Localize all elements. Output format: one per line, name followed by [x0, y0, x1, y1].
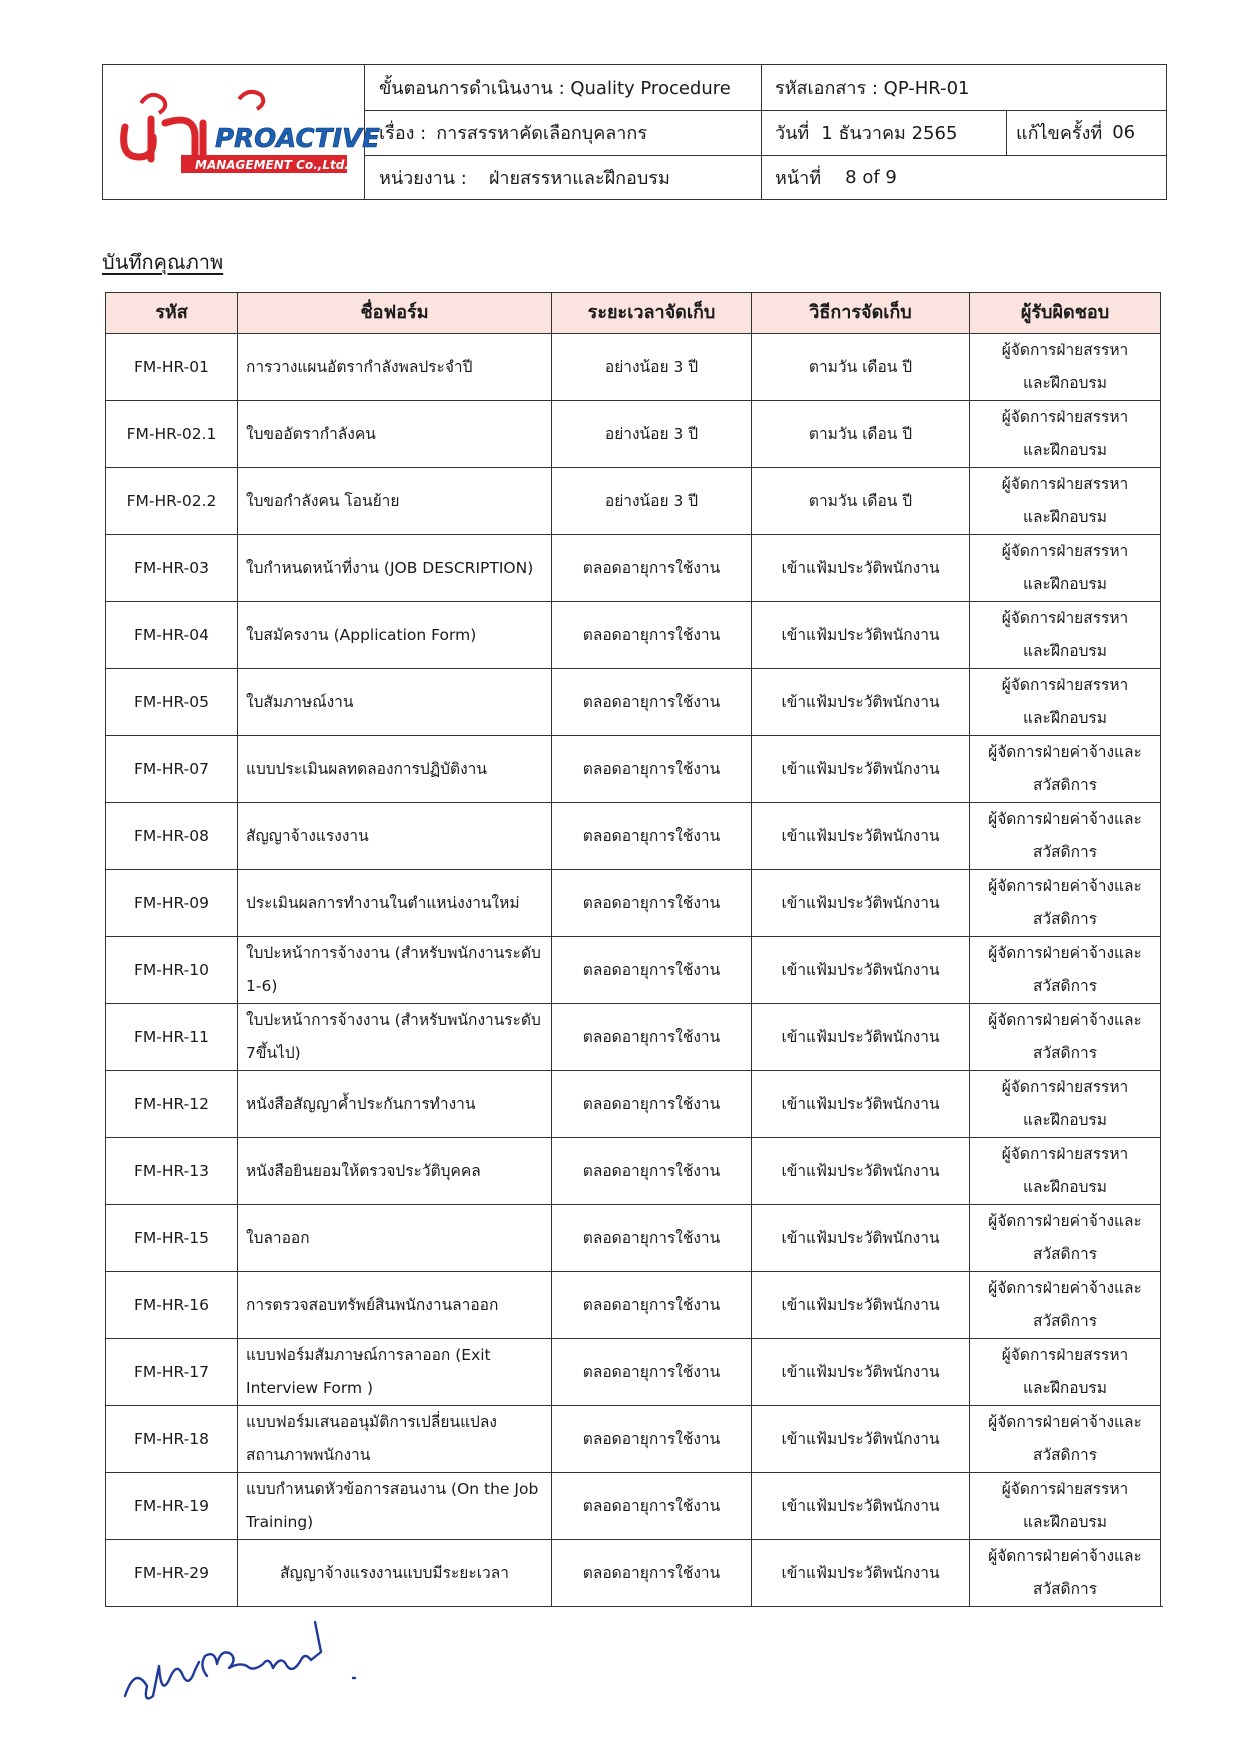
cell-code: FM-HR-02.2	[106, 468, 238, 535]
owner-line: ผู้จัดการฝ่ายสรรหา	[1001, 1078, 1129, 1096]
owner-line: สวัสดิการ	[1032, 1312, 1098, 1330]
form-name-line: ใบกำหนดหน้าที่งาน (JOB DESCRIPTION)	[246, 558, 534, 577]
cell-owner	[970, 669, 1161, 736]
owner-line: ผู้จัดการฝ่ายสรรหา	[1001, 475, 1129, 493]
form-name-line: ใบลาออก	[246, 1228, 310, 1247]
cell-form-name	[238, 1138, 552, 1205]
owner-line: สวัสดิการ	[1032, 1580, 1098, 1598]
cell-retention: อย่างน้อย 3 ปี	[552, 334, 752, 401]
table-row	[106, 468, 1161, 535]
cell-owner	[970, 803, 1161, 870]
form-name-line: 7ขึ้นไป)	[246, 1044, 301, 1062]
cell-retention: ตลอดอายุการใช้งาน	[552, 937, 752, 1004]
owner-line: และฝึกอบรม	[1023, 1379, 1107, 1397]
cell-owner	[970, 1540, 1161, 1607]
table-row	[106, 1473, 1161, 1540]
owner-line: สวัสดิการ	[1032, 910, 1098, 928]
department-value: ฝ่ายสรรหาและฝึกอบรม	[488, 167, 670, 189]
logo-text: PROACTIVE	[215, 124, 380, 154]
cell-form-name	[238, 401, 552, 468]
cell-code: FM-HR-13	[106, 1138, 238, 1205]
cell-method: เข้าแฟ้มประวัติพนักงาน	[752, 937, 970, 1004]
owner-line: และฝึกอบรม	[1023, 374, 1107, 392]
cell-code: FM-HR-15	[106, 1205, 238, 1272]
cell-method: เข้าแฟ้มประวัติพนักงาน	[752, 736, 970, 803]
cell-retention: ตลอดอายุการใช้งาน	[552, 1540, 752, 1607]
cell-code: FM-HR-01	[106, 334, 238, 401]
owner-line: ผู้จัดการฝ่ายค่าจ้างและ	[988, 1413, 1142, 1431]
cell-retention: ตลอดอายุการใช้งาน	[552, 535, 752, 602]
table-row	[106, 1071, 1161, 1138]
cell-form-name	[238, 1339, 552, 1406]
cell-form-name	[238, 535, 552, 602]
owner-line: ผู้จัดการฝ่ายค่าจ้างและ	[988, 1279, 1142, 1297]
table-row	[106, 669, 1161, 736]
form-name-line: หนังสือสัญญาค้ำประกันการทำงาน	[246, 1094, 476, 1113]
page-value: 8 of 9	[845, 166, 897, 188]
document-header	[102, 64, 1167, 200]
table-row	[106, 1138, 1161, 1205]
cell-form-name	[238, 1071, 552, 1138]
date-value: 1 ธันวาคม 2565	[821, 123, 958, 144]
cell-code: FM-HR-29	[106, 1540, 238, 1607]
date-row	[761, 110, 1006, 155]
cell-method: เข้าแฟ้มประวัติพนักงาน	[752, 1004, 970, 1071]
owner-line: สวัสดิการ	[1032, 1245, 1098, 1263]
form-name-line: การวางแผนอัตรากำลังพลประจำปี	[246, 357, 473, 376]
cell-code: FM-HR-12	[106, 1071, 238, 1138]
owner-line: ผู้จัดการฝ่ายค่าจ้างและ	[988, 1011, 1142, 1029]
subject-label: เรื่อง :	[379, 123, 427, 144]
owner-line: และฝึกอบรม	[1023, 575, 1107, 593]
owner-line: และฝึกอบรม	[1023, 709, 1107, 727]
subject-row	[365, 110, 761, 155]
cell-method: เข้าแฟ้มประวัติพนักงาน	[752, 1272, 970, 1339]
owner-line: และฝึกอบรม	[1023, 1513, 1107, 1531]
cell-owner	[970, 401, 1161, 468]
cell-retention: ตลอดอายุการใช้งาน	[552, 1004, 752, 1071]
owner-line: และฝึกอบรม	[1023, 508, 1107, 526]
cell-form-name	[238, 334, 552, 401]
document-code: รหัสเอกสาร : QP-HR-01	[775, 78, 970, 99]
cell-method: เข้าแฟ้มประวัติพนักงาน	[752, 535, 970, 602]
owner-line: ผู้จัดการฝ่ายสรรหา	[1001, 1480, 1129, 1498]
table-row	[106, 535, 1161, 602]
cell-retention: ตลอดอายุการใช้งาน	[552, 1138, 752, 1205]
table-row	[106, 1272, 1161, 1339]
cell-code: FM-HR-04	[106, 602, 238, 669]
owner-line: สวัสดิการ	[1032, 776, 1098, 794]
department-row	[365, 155, 761, 199]
cell-method: ตามวัน เดือน ปี	[752, 468, 970, 535]
form-name-line: การตรวจสอบทรัพย์สินพนักงานลาออก	[246, 1295, 499, 1314]
cell-owner	[970, 1272, 1161, 1339]
cell-owner	[970, 870, 1161, 937]
cell-form-name	[238, 468, 552, 535]
cell-form-name	[238, 1473, 552, 1540]
table-row	[106, 1205, 1161, 1272]
cell-owner	[970, 535, 1161, 602]
cell-retention: ตลอดอายุการใช้งาน	[552, 1473, 752, 1540]
cell-code: FM-HR-17	[106, 1339, 238, 1406]
cell-form-name	[238, 803, 552, 870]
table-row	[106, 803, 1161, 870]
logo-subtext: MANAGEMENT Co.,Ltd.	[195, 158, 349, 172]
cell-owner	[970, 736, 1161, 803]
owner-line: ผู้จัดการฝ่ายสรรหา	[1001, 1346, 1129, 1364]
cell-code: FM-HR-19	[106, 1473, 238, 1540]
owner-line: สวัสดิการ	[1032, 977, 1098, 995]
revision-value: 06	[1112, 122, 1136, 143]
cell-owner	[970, 1004, 1161, 1071]
cell-owner	[970, 334, 1161, 401]
table-row	[106, 736, 1161, 803]
cell-code: FM-HR-18	[106, 1406, 238, 1473]
cell-form-name	[238, 1272, 552, 1339]
procedure-label: ขั้นตอนการดำเนินงาน : Quality Procedure	[379, 78, 731, 99]
cell-owner	[970, 1071, 1161, 1138]
form-name-line: แบบฟอร์มสัมภาษณ์การลาออก (Exit	[246, 1346, 491, 1364]
cell-method: เข้าแฟ้มประวัติพนักงาน	[752, 870, 970, 937]
cell-owner	[970, 1406, 1161, 1473]
owner-line: สวัสดิการ	[1032, 843, 1098, 861]
cell-retention: อย่างน้อย 3 ปี	[552, 468, 752, 535]
table-header-row	[106, 293, 1161, 334]
cell-retention: ตลอดอายุการใช้งาน	[552, 870, 752, 937]
cell-method: เข้าแฟ้มประวัติพนักงาน	[752, 1339, 970, 1406]
owner-line: และฝึกอบรม	[1023, 1111, 1107, 1129]
cell-owner	[970, 1339, 1161, 1406]
cell-method: ตามวัน เดือน ปี	[752, 334, 970, 401]
cell-code: FM-HR-09	[106, 870, 238, 937]
form-name-line: Interview Form )	[246, 1379, 374, 1397]
department-label: หน่วยงาน :	[379, 167, 467, 189]
cell-retention: ตลอดอายุการใช้งาน	[552, 1339, 752, 1406]
cell-retention: ตลอดอายุการใช้งาน	[552, 1406, 752, 1473]
cell-retention: ตลอดอายุการใช้งาน	[552, 736, 752, 803]
owner-line: ผู้จัดการฝ่ายสรรหา	[1001, 609, 1129, 627]
company-logo	[111, 75, 380, 191]
form-name-line: แบบกำหนดหัวข้อการสอนงาน (On the Job	[246, 1480, 539, 1498]
form-name-line: แบบประเมินผลทดลองการปฏิบัติงาน	[246, 759, 487, 778]
cell-retention: ตลอดอายุการใช้งาน	[552, 1272, 752, 1339]
signature-mark	[115, 1606, 375, 1716]
table-row	[106, 602, 1161, 669]
form-name-line: ใบปะหน้าการจ้างงาน (สำหรับพนักงานระดับ	[246, 1011, 541, 1029]
cell-method: เข้าแฟ้มประวัติพนักงาน	[752, 1540, 970, 1607]
cell-method: เข้าแฟ้มประวัติพนักงาน	[752, 1406, 970, 1473]
cell-owner	[970, 1138, 1161, 1205]
cell-owner	[970, 602, 1161, 669]
cell-code: FM-HR-16	[106, 1272, 238, 1339]
owner-line: ผู้จัดการฝ่ายค่าจ้างและ	[988, 810, 1142, 828]
cell-method: เข้าแฟ้มประวัติพนักงาน	[752, 1205, 970, 1272]
form-name-line: ใบปะหน้าการจ้างงาน (สำหรับพนักงานระดับ	[246, 944, 541, 962]
owner-line: ผู้จัดการฝ่ายสรรหา	[1001, 341, 1129, 359]
cell-retention: อย่างน้อย 3 ปี	[552, 401, 752, 468]
page-row	[761, 155, 1166, 199]
owner-line: ผู้จัดการฝ่ายสรรหา	[1001, 1145, 1129, 1163]
owner-line: ผู้จัดการฝ่ายค่าจ้างและ	[988, 1547, 1142, 1565]
cell-method: เข้าแฟ้มประวัติพนักงาน	[752, 669, 970, 736]
table-row	[106, 1406, 1161, 1473]
owner-line: และฝึกอบรม	[1023, 441, 1107, 459]
owner-line: ผู้จัดการฝ่ายค่าจ้างและ	[988, 743, 1142, 761]
cell-form-name	[238, 602, 552, 669]
table-row	[106, 1540, 1161, 1607]
header-retention: ระยะเวลาจัดเก็บ	[552, 293, 752, 334]
owner-line: และฝึกอบรม	[1023, 642, 1107, 660]
cell-form-name	[238, 736, 552, 803]
header-method: วิธีการจัดเก็บ	[752, 293, 970, 334]
form-name-line: ใบขออัตรากำลังคน	[246, 424, 376, 443]
form-name-line: สถานภาพพนักงาน	[246, 1446, 371, 1464]
date-label: วันที่	[775, 123, 810, 144]
cell-code: FM-HR-02.1	[106, 401, 238, 468]
owner-line: ผู้จัดการฝ่ายค่าจ้างและ	[988, 1212, 1142, 1230]
table-row	[106, 1004, 1161, 1071]
cell-retention: ตลอดอายุการใช้งาน	[552, 1205, 752, 1272]
form-name-line: Training)	[246, 1513, 314, 1531]
cell-method: เข้าแฟ้มประวัติพนักงาน	[752, 1071, 970, 1138]
cell-retention: ตลอดอายุการใช้งาน	[552, 1071, 752, 1138]
cell-form-name	[238, 1205, 552, 1272]
logo-cell	[103, 65, 380, 199]
header-form-name: ชื่อฟอร์ม	[238, 293, 552, 334]
cell-owner	[970, 937, 1161, 1004]
table-row	[106, 401, 1161, 468]
owner-line: ผู้จัดการฝ่ายค่าจ้างและ	[988, 877, 1142, 895]
cell-form-name	[238, 1406, 552, 1473]
section-title: บันทึกคุณภาพ	[102, 250, 224, 274]
cell-form-name	[238, 1004, 552, 1071]
header-code: รหัส	[106, 293, 238, 334]
cell-code: FM-HR-11	[106, 1004, 238, 1071]
table-row	[106, 937, 1161, 1004]
cell-owner	[970, 1205, 1161, 1272]
cell-form-name	[238, 669, 552, 736]
cell-retention: ตลอดอายุการใช้งาน	[552, 803, 752, 870]
table-row	[106, 1339, 1161, 1406]
cell-code: FM-HR-07	[106, 736, 238, 803]
form-name-line: 1-6)	[246, 977, 278, 995]
owner-line: สวัสดิการ	[1032, 1044, 1098, 1062]
table-row	[106, 870, 1161, 937]
cell-code: FM-HR-03	[106, 535, 238, 602]
cell-retention: ตลอดอายุการใช้งาน	[552, 669, 752, 736]
subject-value: การสรรหาคัดเลือกบุคลากร	[436, 123, 647, 144]
owner-line: และฝึกอบรม	[1023, 1178, 1107, 1196]
cell-code: FM-HR-10	[106, 937, 238, 1004]
owner-line: ผู้จัดการฝ่ายสรรหา	[1001, 542, 1129, 560]
owner-line: ผู้จัดการฝ่ายค่าจ้างและ	[988, 944, 1142, 962]
cell-method: เข้าแฟ้มประวัติพนักงาน	[752, 1138, 970, 1205]
owner-line: ผู้จัดการฝ่ายสรรหา	[1001, 676, 1129, 694]
cell-method: เข้าแฟ้มประวัติพนักงาน	[752, 602, 970, 669]
cell-form-name	[238, 1540, 552, 1607]
form-name-line: สัญญาจ้างแรงงานแบบมีระยะเวลา	[280, 1563, 509, 1582]
cell-code: FM-HR-05	[106, 669, 238, 736]
revision-label: แก้ไขครั้งที่	[1016, 123, 1103, 144]
cell-method: เข้าแฟ้มประวัติพนักงาน	[752, 803, 970, 870]
header-owner: ผู้รับผิดชอบ	[970, 293, 1161, 334]
revision-row	[1006, 110, 1166, 155]
table-row	[106, 334, 1161, 401]
cell-owner	[970, 1473, 1161, 1540]
owner-line: สวัสดิการ	[1032, 1446, 1098, 1464]
form-name-line: สัญญาจ้างแรงงาน	[246, 826, 369, 845]
owner-line: ผู้จัดการฝ่ายสรรหา	[1001, 408, 1129, 426]
form-name-line: แบบฟอร์มเสนออนุมัติการเปลี่ยนแปลง	[246, 1413, 497, 1431]
cell-form-name	[238, 870, 552, 937]
form-name-line: ประเมินผลการทำงานในตำแหน่งงานใหม่	[246, 893, 520, 912]
page-label: หน้าที่	[775, 167, 822, 189]
cell-form-name	[238, 937, 552, 1004]
form-name-line: ใบขอกำลังคน โอนย้าย	[246, 491, 400, 510]
cell-owner	[970, 468, 1161, 535]
quality-records-table	[105, 292, 1161, 1607]
cell-method: เข้าแฟ้มประวัติพนักงาน	[752, 1473, 970, 1540]
cell-method: ตามวัน เดือน ปี	[752, 401, 970, 468]
form-name-line: ใบสมัครงาน (Application Form)	[246, 625, 477, 644]
cell-code: FM-HR-08	[106, 803, 238, 870]
form-name-line: หนังสือยินยอมให้ตรวจประวัติบุคคล	[246, 1161, 481, 1180]
cell-retention: ตลอดอายุการใช้งาน	[552, 602, 752, 669]
form-name-line: ใบสัมภาษณ์งาน	[246, 692, 354, 711]
